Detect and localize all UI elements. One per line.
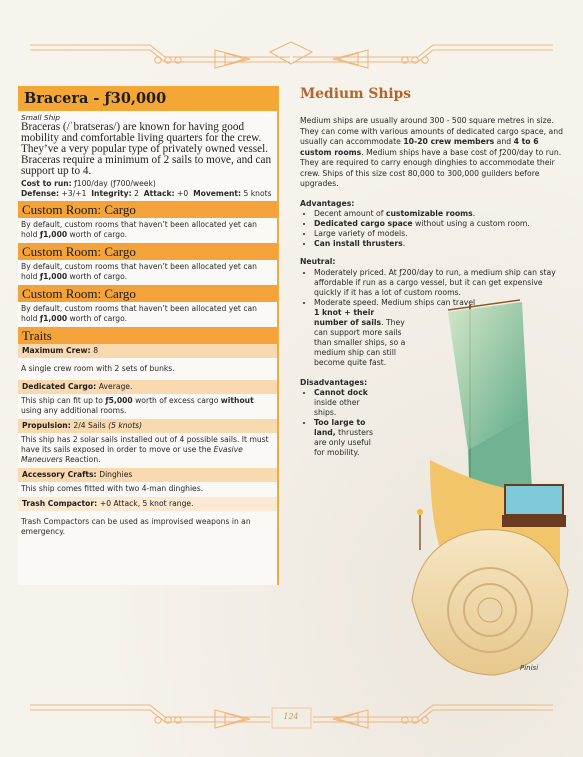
trait-trash: Trash Compactor: +0 Attack, 5 knot range. bbox=[18, 497, 277, 511]
trait-crew-text: A single crew room with 2 sets of bunks. bbox=[21, 364, 175, 373]
list-item: • Can install thrusters. bbox=[314, 239, 568, 249]
page-number: 124 bbox=[283, 712, 299, 721]
top-ornament bbox=[0, 20, 583, 80]
room-description: By default, custom rooms that haven’t been allocated yet can hold ƒ1,000 worth of cargo. bbox=[21, 220, 257, 239]
list-item: • Moderately priced. At ƒ200/day to run, a medium ship can stay affordable if run as a cargo vessel, but it can get expensive quickly if it has a lot of custom rooms. bbox=[314, 268, 568, 298]
room-description: By default, custom rooms that haven’t been allocated yet can hold ƒ1,000 worth of cargo. bbox=[21, 304, 257, 323]
trait-accessory-text: This ship comes fitted with two 4-man dinghies. bbox=[21, 484, 204, 493]
image-caption: Pinisi bbox=[520, 664, 539, 672]
trait-trash-text: Trash Compactors can be used as improvised weapons in an emergency. bbox=[21, 517, 251, 536]
list-item: • Large variety of models. bbox=[314, 229, 568, 239]
traits-heading: Traits bbox=[18, 327, 277, 344]
trait-cargo-text: This ship can fit up to ƒ5,000 worth of excess cargo without using any additional rooms. bbox=[21, 396, 254, 415]
stat-block-intro: Braceras (/ˈbratseras/) are known for having good mobility and comfortable living quarters for the crew. They’ve a very popular type of privately owned vessel. Braceras require a minimum of 2 sails to move, and can support up to 4. bbox=[21, 121, 272, 177]
stat-line: Cost to run: ƒ100/day (ƒ700/week) Defense: +3/+1 Integrity: 2 Attack: +0 Movement: 5 knots bbox=[21, 179, 272, 198]
list-item: • Cannot dock inside other ships. bbox=[314, 388, 374, 418]
trait-crew: Maximum Crew: 8 bbox=[18, 344, 277, 358]
room-heading: Custom Room: Cargo bbox=[18, 243, 277, 260]
neutral-list bbox=[300, 268, 568, 368]
trait-propulsion-text: This ship has 2 solar sails installed out of 4 possible sails. It must have its sails exposed in order to move or use the Evasive Maneuvers Reaction. bbox=[21, 435, 269, 464]
trait-propulsion: Propulsion: 2/4 Sails (5 knots) bbox=[18, 419, 277, 433]
trait-cargo: Dedicated Cargo: Average. bbox=[18, 380, 277, 394]
room-heading: Custom Room: Cargo bbox=[18, 285, 277, 302]
stat-block bbox=[18, 86, 279, 585]
bottom-ornament bbox=[0, 680, 583, 740]
stat-block-subtitle: Small Ship bbox=[21, 113, 60, 122]
list-item: • Moderate speed. Medium ships can travel 1 knot + their number of sails. They can support more sails than smaller ships, so a medium ship can still become quite fast. bbox=[314, 298, 568, 368]
disadvantages-label: Disadvantages: bbox=[300, 377, 368, 387]
room-description: By default, custom rooms that haven’t been allocated yet can hold ƒ1,000 worth of cargo. bbox=[21, 262, 257, 281]
list-item: • Dedicated cargo space without using a custom room. bbox=[314, 219, 568, 229]
section-heading: Medium Ships bbox=[300, 86, 412, 102]
main-column bbox=[300, 86, 568, 466]
advantages-label: Advantages: bbox=[300, 198, 355, 208]
stat-block-title: Bracera - ƒ30,000 bbox=[18, 86, 277, 111]
room-heading: Custom Room: Cargo bbox=[18, 201, 277, 218]
intro-paragraph: Medium ships are usually around 300 - 500 square metres in size. They can come with various amounts of dedicated cargo space, and usually can accommodate 10-20 crew members and 4 to 6 custom rooms. Medium ships have a base cost of ƒ200/day to run. They are required to carry enough dinghies to accommodate their crew. Ships of this size cost 80,000 to 300,000 guilders before upgrades. bbox=[300, 116, 563, 188]
advantages-list bbox=[300, 209, 568, 249]
neutral-label: Neutral: bbox=[300, 257, 336, 266]
list-item: • Too large to land, thrusters are only useful for mobility. bbox=[314, 418, 374, 458]
disadvantages-list bbox=[300, 388, 374, 458]
list-item: • Decent amount of customizable rooms. bbox=[314, 209, 568, 219]
trait-accessory: Accessory Crafts: Dinghies bbox=[18, 468, 277, 482]
